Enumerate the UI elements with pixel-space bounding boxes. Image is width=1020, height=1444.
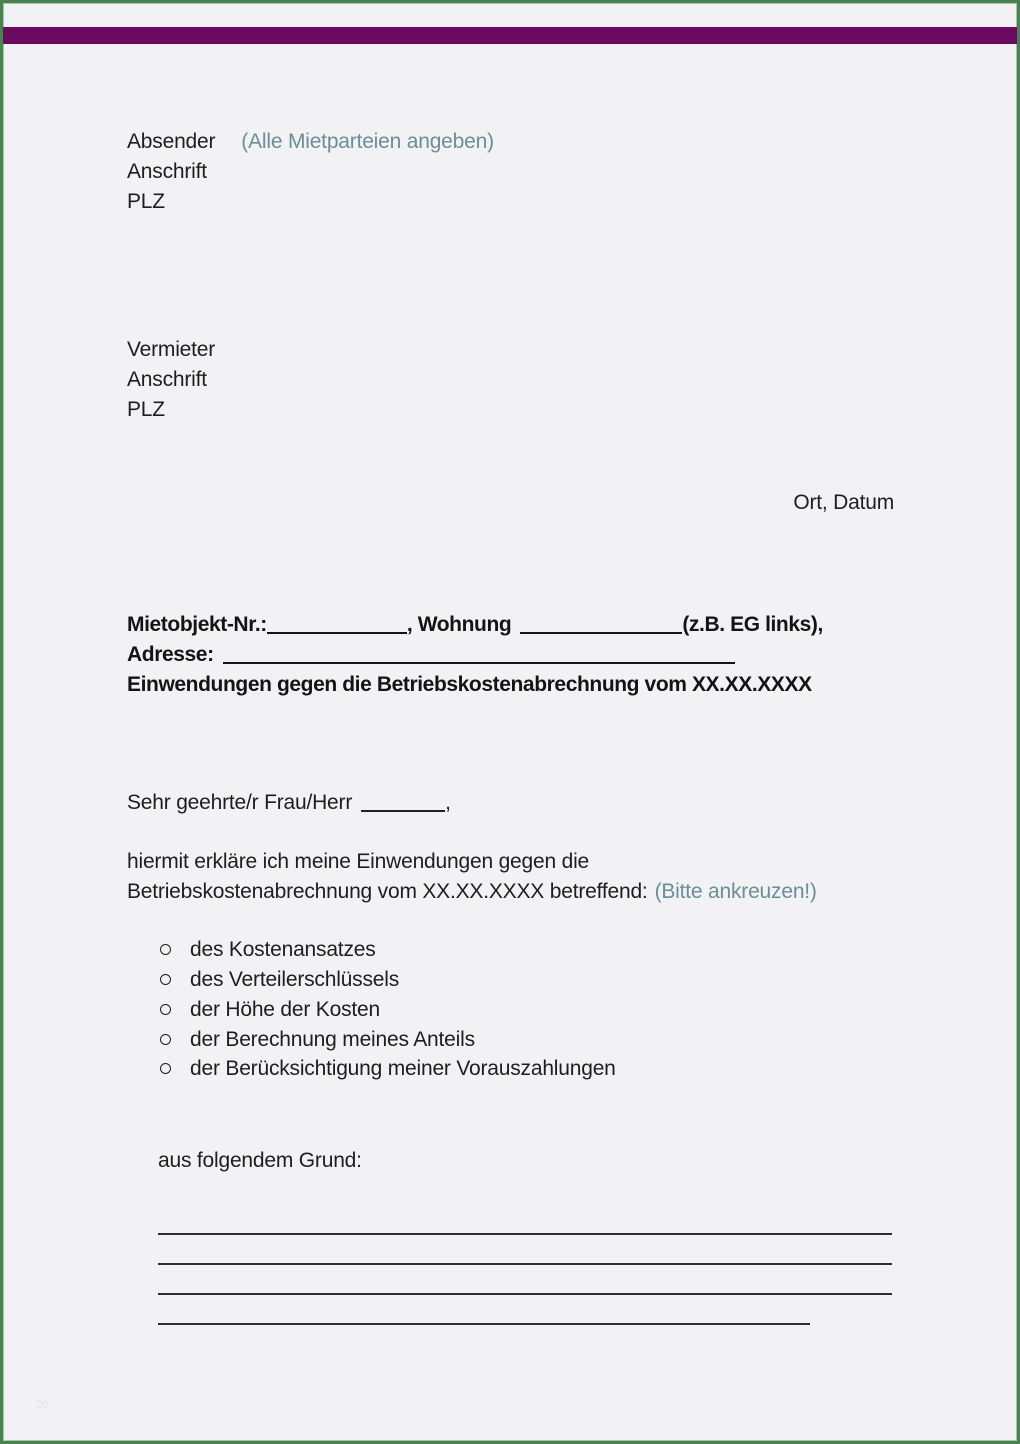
checklist-item-label: des Kostenansatzes xyxy=(190,938,376,961)
checklist-item xyxy=(160,968,399,998)
subject-line-2 xyxy=(127,640,823,670)
write-line xyxy=(158,1293,892,1295)
landlord-label: Vermieter xyxy=(127,338,216,361)
intro-line-2 xyxy=(127,877,817,907)
checklist-item-label: der Berücksichtigung meiner Vorauszahlungen xyxy=(190,1057,616,1080)
write-line xyxy=(158,1323,810,1325)
accent-bar xyxy=(3,27,1017,44)
intro-line-2-text: Betriebskostenabrechnung vom XX.XX.XXXX betreffend: xyxy=(127,880,648,903)
subject-object-label: Mietobjekt-Nr.: xyxy=(127,613,267,636)
checklist-item-label: der Berechnung meines Anteils xyxy=(190,1028,475,1051)
subject-line-1 xyxy=(127,610,823,640)
checkbox-circle-icon xyxy=(160,1063,171,1074)
checkbox-circle-icon xyxy=(160,944,171,955)
name-blank xyxy=(361,808,445,812)
checklist-item-label: des Verteilerschlüssels xyxy=(190,968,399,991)
landlord-address: Anschrift xyxy=(127,368,207,391)
checkbox-circle-icon xyxy=(160,1034,171,1045)
intro-hint: (Bitte ankreuzen!) xyxy=(654,880,817,903)
subject-address-label: Adresse: xyxy=(127,643,214,666)
checkbox-circle-icon xyxy=(160,974,171,985)
sender-address: Anschrift xyxy=(127,160,207,183)
page-number: 20 xyxy=(36,1399,49,1411)
checklist-item xyxy=(160,998,380,1028)
wohnung-blank xyxy=(520,630,682,634)
object-number-blank xyxy=(267,630,407,634)
reason-label: aus folgendem Grund: xyxy=(158,1149,362,1172)
date-line: Ort, Datum xyxy=(793,491,894,514)
sender-zip: PLZ xyxy=(127,190,165,213)
checklist-item xyxy=(160,1028,475,1058)
sender-hint: (Alle Mietparteien angeben) xyxy=(241,130,494,153)
address-blank xyxy=(223,660,735,664)
write-line xyxy=(158,1233,892,1235)
checkbox-circle-icon xyxy=(160,1004,171,1015)
greeting-text: Sehr geehrte/r Frau/Herr xyxy=(127,791,353,814)
subject-block xyxy=(127,610,823,700)
checklist-item-label: der Höhe der Kosten xyxy=(190,998,380,1021)
intro-line-1: hiermit erkläre ich meine Einwendungen gegen die xyxy=(127,850,590,873)
subject-wohnung-label: , Wohnung xyxy=(406,613,512,636)
checklist-item xyxy=(160,938,376,968)
sender-line-1 xyxy=(127,127,494,157)
sender-label: Absender xyxy=(127,130,216,153)
landlord-zip: PLZ xyxy=(127,398,165,421)
checklist-item xyxy=(160,1057,616,1087)
sender-block xyxy=(127,127,494,217)
greeting-comma: , xyxy=(445,791,451,814)
subject-example-note: (z.B. EG links), xyxy=(682,613,823,636)
intro-paragraph xyxy=(127,847,817,907)
subject-heading: Einwendungen gegen die Betriebskostenabrechnung vom XX.XX.XXXX xyxy=(127,673,812,696)
greeting-line xyxy=(127,788,451,818)
landlord-block xyxy=(127,335,215,425)
write-line xyxy=(158,1263,892,1265)
